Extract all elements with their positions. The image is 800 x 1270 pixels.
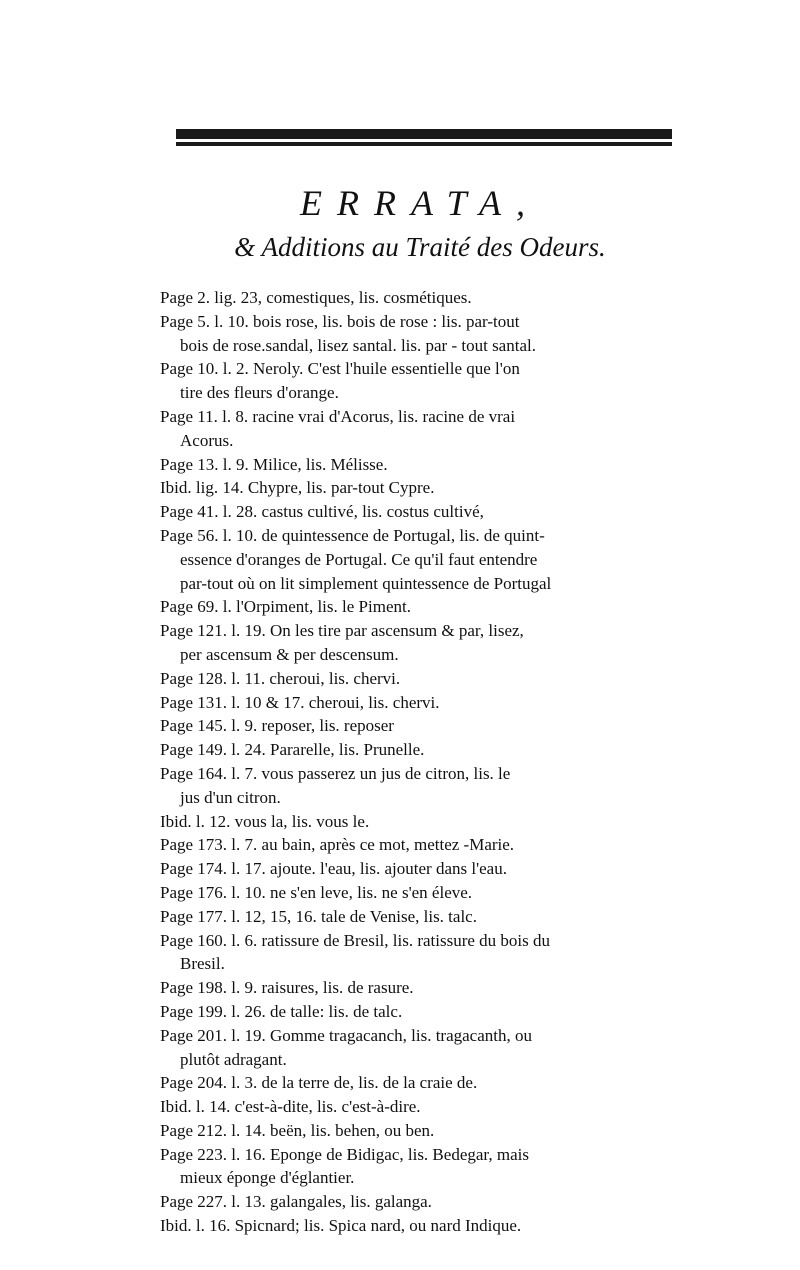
errata-line: Page 160. l. 6. ratissure de Bresil, lis. ratissure du bois du xyxy=(160,930,551,950)
errata-entry xyxy=(160,500,680,524)
errata-continuation-line: tire des fleurs d'orange. xyxy=(180,383,339,403)
errata-line: Page 201. l. 19. Gomme tragacanch, lis. tragacanth, ou xyxy=(160,1025,532,1045)
errata-line: Page 11. l. 8. racine vrai d'Acorus, lis. racine de vrai xyxy=(160,406,516,426)
errata-continuation-line: bois de rose.sandal, lisez santal. lis. par - tout santal. xyxy=(180,335,536,355)
page-title: ERRATA, xyxy=(300,183,540,223)
errata-line: Page 212. l. 14. beën, lis. behen, ou ben. xyxy=(160,1120,435,1140)
errata-line: Page 2. lig. 23, comestiques, lis. cosmétiques. xyxy=(160,288,472,307)
errata-entry xyxy=(160,1000,680,1024)
errata-line: Page 223. l. 16. Eponge de Bidigac, lis. Bedegar, mais xyxy=(160,1144,529,1164)
errata-continuation-line: essence d'oranges de Portugal. Ce qu'il faut entendre xyxy=(180,549,538,569)
errata-entry xyxy=(160,976,680,1000)
errata-list xyxy=(160,286,680,1238)
errata-line: Page 173. l. 7. au bain, après ce mot, mettez -Marie. xyxy=(160,835,515,855)
errata-line: Page 128. l. 11. cheroui, lis. chervi. xyxy=(160,668,401,688)
errata-entry xyxy=(160,1119,680,1143)
errata-line: Page 199. l. 26. de talle: lis. de talc. xyxy=(160,1001,403,1021)
errata-line: Ibid. l. 12. vous la, lis. vous le. xyxy=(160,811,370,831)
errata-line: Page 176. l. 10. ne s'en leve, lis. ne s'en éleve. xyxy=(160,882,473,902)
errata-entry xyxy=(160,453,680,477)
errata-continuation-line: jus d'un citron. xyxy=(180,787,281,807)
errata-line: Page 145. l. 9. reposer, lis. reposer xyxy=(160,716,394,736)
header-ornament-rule xyxy=(176,127,672,149)
errata-continuation-line: Acorus. xyxy=(180,430,234,450)
errata-line: Page 174. l. 17. ajoute. l'eau, lis. ajouter dans l'eau. xyxy=(160,859,507,879)
errata-entry xyxy=(160,524,680,595)
errata-entry xyxy=(160,619,680,667)
errata-entry xyxy=(160,1143,680,1191)
page-subtitle: & Additions au Traité des Odeurs. xyxy=(234,232,606,262)
errata-line: Ibid. lig. 14. Chypre, lis. par-tout Cypre. xyxy=(160,478,435,498)
errata-entry xyxy=(160,1095,680,1119)
errata-entry xyxy=(160,1071,680,1095)
errata-line: Page 56. l. 10. de quintessence de Portugal, lis. de quint- xyxy=(160,525,545,545)
errata-entry xyxy=(160,929,680,977)
errata-continuation-line: mieux éponge d'églantier. xyxy=(180,1168,355,1188)
errata-line: Ibid. l. 14. c'est-à-dite, lis. c'est-à-dire. xyxy=(160,1097,421,1117)
errata-continuation-line: plutôt adragant. xyxy=(180,1049,287,1069)
errata-entry xyxy=(160,1024,680,1072)
errata-line: Page 10. l. 2. Neroly. C'est l'huile essentielle que l'on xyxy=(160,359,520,379)
errata-entry xyxy=(160,405,680,453)
errata-line: Page 131. l. 10 & 17. cheroui, lis. chervi. xyxy=(160,692,440,712)
errata-entry xyxy=(160,762,680,810)
errata-entry xyxy=(160,857,680,881)
errata-line: Page 204. l. 3. de la terre de, lis. de la craie de. xyxy=(160,1073,478,1093)
ornament-thick-rule xyxy=(176,129,672,139)
errata-line: Page 149. l. 24. Pararelle, lis. Prunelle. xyxy=(160,740,425,760)
errata-line: Page 69. l. l'Orpiment, lis. le Piment. xyxy=(160,597,411,617)
errata-entry xyxy=(160,833,680,857)
errata-line: Page 5. l. 10. bois rose, lis. bois de rose : lis. par-tout xyxy=(160,311,520,331)
errata-entry xyxy=(160,357,680,405)
errata-entry xyxy=(160,1190,680,1214)
errata-entry xyxy=(160,667,680,691)
errata-line: Page 198. l. 9. raisures, lis. de rasure. xyxy=(160,978,414,998)
errata-continuation-line: per ascensum & per descensum. xyxy=(180,644,399,664)
errata-line: Page 227. l. 13. galangales, lis. galanga. xyxy=(160,1192,432,1212)
errata-entry xyxy=(160,810,680,834)
errata-entry xyxy=(160,595,680,619)
errata-entry xyxy=(160,881,680,905)
errata-line: Page 177. l. 12, 15, 16. tale de Venise, lis. talc. xyxy=(160,906,477,926)
ornament-thin-rule xyxy=(176,142,672,146)
errata-line: Ibid. l. 16. Spicnard; lis. Spica nard, ou nard Indique. xyxy=(160,1216,522,1236)
errata-entry xyxy=(160,310,680,358)
errata-entry xyxy=(160,714,680,738)
errata-line: Page 13. l. 9. Milice, lis. Mélisse. xyxy=(160,454,388,474)
errata-entry xyxy=(160,738,680,762)
errata-continuation-line: par-tout où on lit simplement quintessence de Portugal xyxy=(180,573,552,593)
errata-entry xyxy=(160,905,680,929)
errata-continuation-line: Bresil. xyxy=(180,954,225,974)
errata-line: Page 41. l. 28. castus cultivé, lis. costus cultivé, xyxy=(160,502,484,522)
errata-entry xyxy=(160,476,680,500)
errata-line: Page 121. l. 19. On les tire par ascensum & par, lisez, xyxy=(160,621,524,641)
errata-entry xyxy=(160,286,680,310)
errata-entry xyxy=(160,1214,680,1238)
errata-line: Page 164. l. 7. vous passerez un jus de citron, lis. le xyxy=(160,763,511,783)
errata-entry xyxy=(160,691,680,715)
